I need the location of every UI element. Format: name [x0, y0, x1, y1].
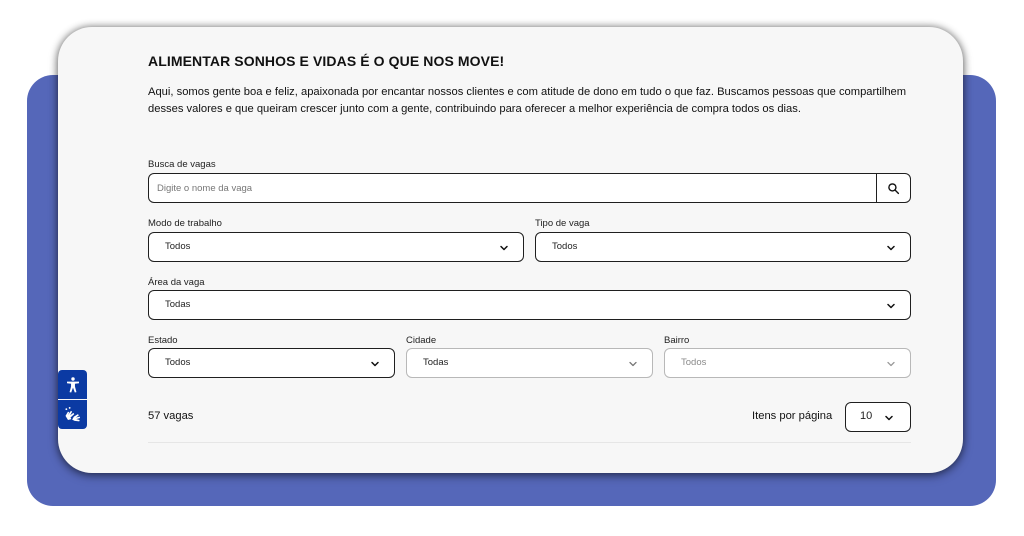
- search-input[interactable]: [149, 174, 875, 202]
- intro-paragraph: Aqui, somos gente boa e feliz, apaixonada por encantar nossos clientes e com atitude de dono em tudo o que faz. Buscamos pessoas que compartilhem desses valores e que queiram crescer junto com a gente, contribuindo para oferecer a melhor experiência de compra todos os dias.: [148, 86, 907, 115]
- neighborhood-label: Bairro: [664, 335, 690, 346]
- chevron-down-icon: [883, 412, 895, 424]
- city-select[interactable]: [406, 348, 653, 378]
- chevron-down-icon: [885, 300, 897, 312]
- city-value: Todas: [423, 357, 449, 368]
- job-type-value: Todos: [552, 241, 578, 252]
- per-page-label: Itens por página: [752, 410, 833, 422]
- accessibility-person-icon: [64, 376, 82, 394]
- area-label: Área da vaga: [148, 277, 205, 288]
- per-page-select[interactable]: [845, 402, 911, 432]
- chevron-down-icon: [885, 358, 897, 370]
- per-page-value: 10: [860, 410, 873, 422]
- neighborhood-select[interactable]: [664, 348, 911, 378]
- search-field: [148, 173, 911, 203]
- state-value: Todos: [165, 357, 191, 368]
- search-label: Busca de vagas: [148, 159, 216, 170]
- results-divider: [148, 442, 911, 443]
- sign-language-hands-icon: [63, 405, 83, 425]
- neighborhood-value: Todos: [681, 357, 707, 368]
- accessibility-button[interactable]: [58, 370, 87, 399]
- city-label: Cidade: [406, 335, 437, 346]
- sign-language-button[interactable]: [58, 400, 87, 429]
- chevron-down-icon: [369, 358, 381, 370]
- chevron-down-icon: [498, 242, 510, 254]
- search-button[interactable]: [876, 174, 910, 202]
- area-value: Todas: [165, 299, 191, 310]
- chevron-down-icon: [885, 242, 897, 254]
- chevron-down-icon: [627, 358, 639, 370]
- job-search-card: [58, 27, 963, 473]
- work-mode-select[interactable]: [148, 232, 524, 262]
- work-mode-value: Todos: [165, 241, 191, 252]
- results-count: 57 vagas: [148, 410, 194, 422]
- job-type-label: Tipo de vaga: [535, 218, 590, 229]
- job-type-select[interactable]: [535, 232, 911, 262]
- page-title: ALIMENTAR SONHOS E VIDAS É O QUE NOS MOVE!: [148, 53, 505, 69]
- search-icon: [887, 182, 900, 195]
- state-select[interactable]: [148, 348, 395, 378]
- area-select[interactable]: [148, 290, 911, 320]
- work-mode-label: Modo de trabalho: [148, 218, 222, 229]
- state-label: Estado: [148, 335, 178, 346]
